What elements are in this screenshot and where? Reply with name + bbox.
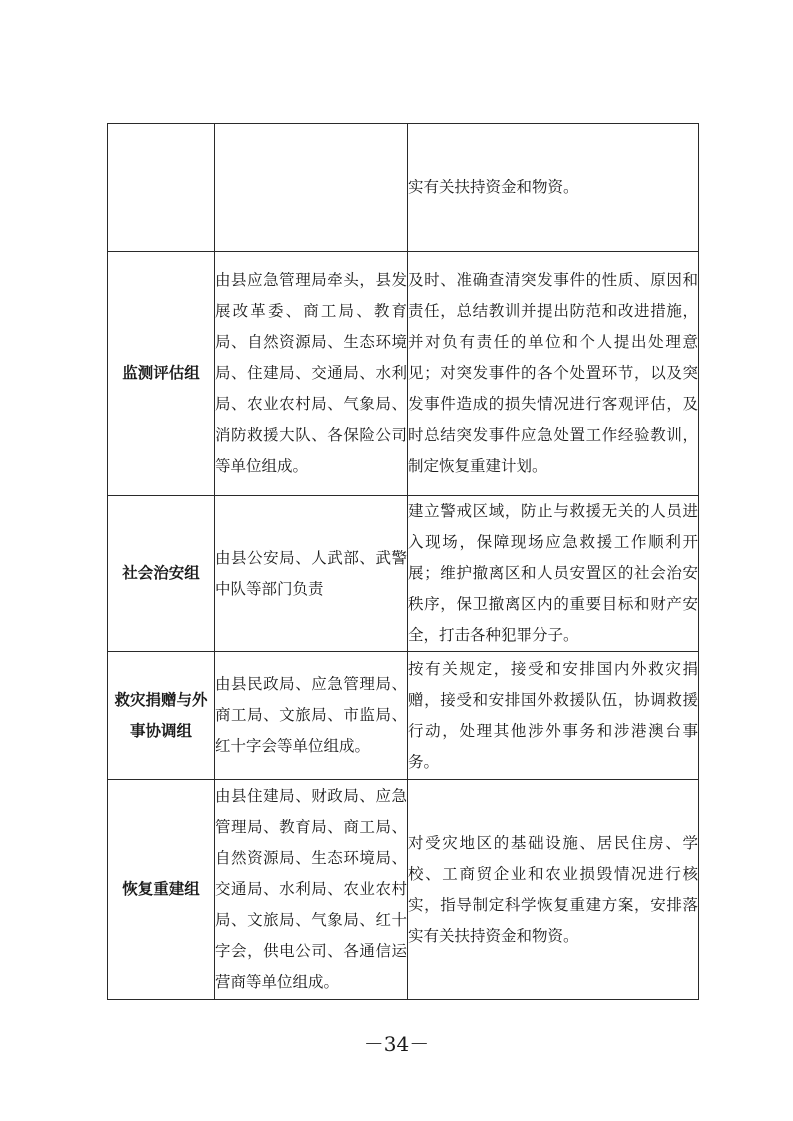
group-name-cell <box>108 124 215 252</box>
table-row <box>108 780 699 1000</box>
table-row <box>108 252 699 496</box>
table-row <box>108 124 699 252</box>
group-name-cell: 社会治安组 <box>108 496 215 652</box>
group-name-cell: 救灾捐赠与外事协调组 <box>108 652 215 780</box>
duty-cell: 按有关规定，接受和安排国内外救灾捐赠，接受和安排国外救援队伍，协调救援行动，处理其他涉外事务和涉港澳台事务。 <box>408 652 699 780</box>
group-name-cell: 恢复重建组 <box>108 780 215 1000</box>
members-cell <box>215 124 408 252</box>
emergency-groups-table <box>107 123 699 1000</box>
table-row <box>108 496 699 652</box>
members-cell: 由县民政局、应急管理局、商工局、文旅局、市监局、红十字会等单位组成。 <box>215 652 408 780</box>
duty-cell: 及时、准确查清突发事件的性质、原因和责任，总结教训并提出防范和改进措施，并对负有责任的单位和个人提出处理意见；对突发事件的各个处置环节，以及突发事件造成的损失情况进行客观评估，及时总结突发事件应急处置工作经验教训，制定恢复重建计划。 <box>408 252 699 496</box>
table-row <box>108 652 699 780</box>
members-cell: 由县公安局、人武部、武警中队等部门负责 <box>215 496 408 652</box>
members-cell: 由县住建局、财政局、应急管理局、教育局、商工局、自然资源局、生态环境局、交通局、水利局、农业农村局、文旅局、气象局、红十字会，供电公司、各通信运营商等单位组成。 <box>215 780 408 1000</box>
group-name-cell: 监测评估组 <box>108 252 215 496</box>
members-cell: 由县应急管理局牵头，县发展改革委、商工局、教育局、自然资源局、生态环境局、住建局、交通局、水利局、农业农村局、气象局、消防救援大队、各保险公司等单位组成。 <box>215 252 408 496</box>
duty-cell: 对受灾地区的基础设施、居民住房、学校、工商贸企业和农业损毁情况进行核实，指导制定科学恢复重建方案，安排落实有关扶持资金和物资。 <box>408 780 699 1000</box>
duty-cell: 实有关扶持资金和物资。 <box>408 124 699 252</box>
page-number: －34－ <box>363 1032 430 1056</box>
duty-cell: 建立警戒区域，防止与救援无关的人员进入现场，保障现场应急救援工作顺利开展；维护撤离区和人员安置区的社会治安秩序，保卫撤离区内的重要目标和财产安全，打击各种犯罪分子。 <box>408 496 699 652</box>
